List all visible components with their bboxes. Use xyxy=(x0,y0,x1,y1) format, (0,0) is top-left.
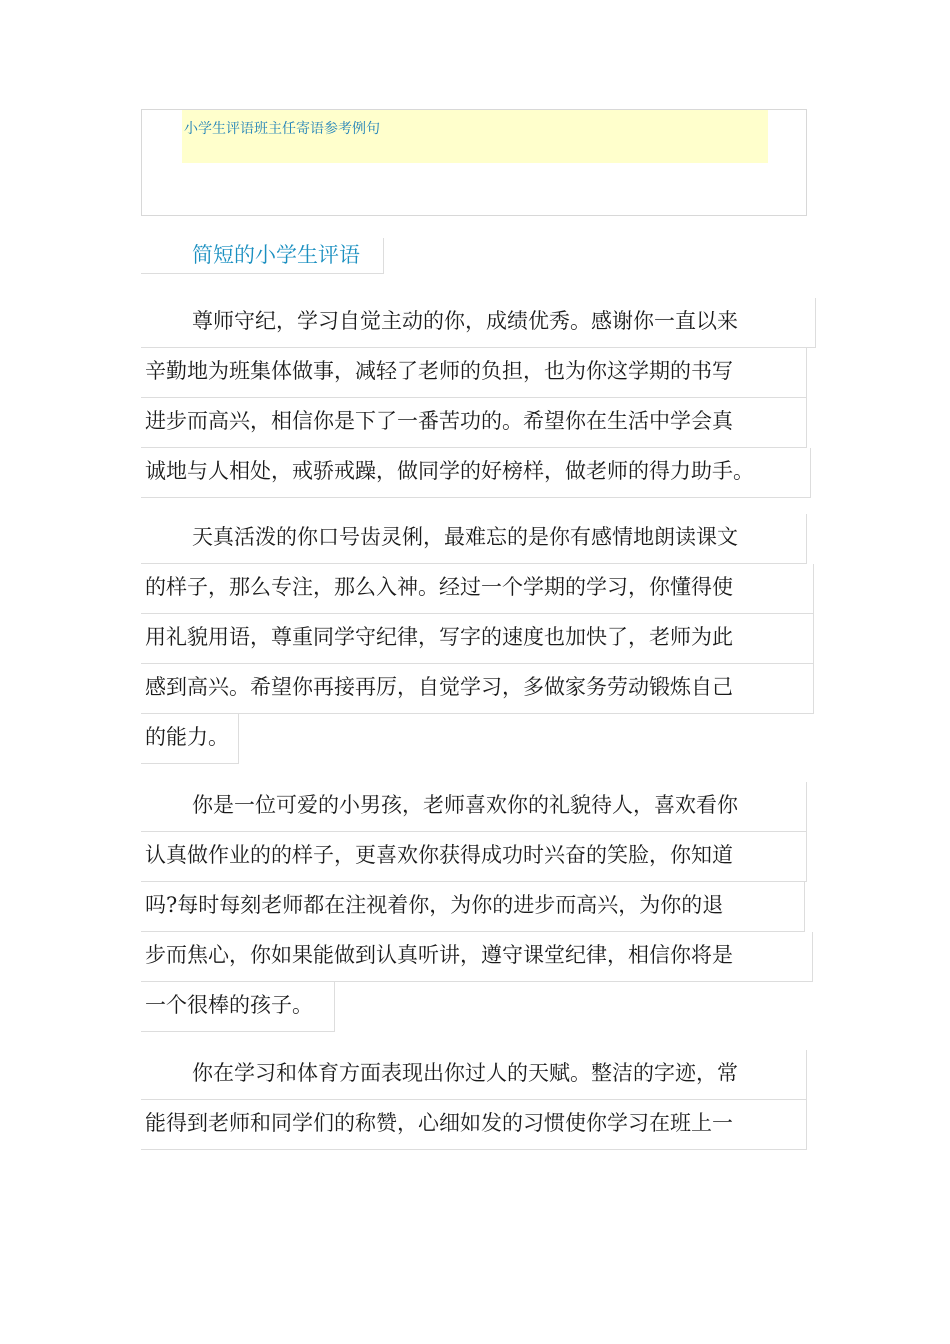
paragraph-line: 用礼貌用语，尊重同学守纪律，写字的速度也加快了，老师为此 xyxy=(141,614,814,664)
paragraph-line: 辛勤地为班集体做事，减轻了老师的负担，也为你这学期的书写 xyxy=(141,348,807,398)
paragraph-line: 认真做作业的的样子，更喜欢你获得成功时兴奋的笑脸，你知道 xyxy=(141,832,807,882)
paragraph-line: 感到高兴。希望你再接再厉，自觉学习，多做家务劳动锻炼自己 xyxy=(141,664,814,714)
paragraph-line: 尊师守纪，学习自觉主动的你，成绩优秀。感谢你一直以来 xyxy=(141,298,816,348)
paragraph-line: 吗?每时每刻老师都在注视着你，为你的进步而高兴，为你的退 xyxy=(141,882,805,932)
paragraph-line: 进步而高兴，相信你是下了一番苦功的。希望你在生活中学会真 xyxy=(141,398,807,448)
paragraph-2 xyxy=(141,514,816,764)
section-heading: 简短的小学生评语 xyxy=(141,238,384,274)
header-highlight xyxy=(182,110,768,163)
paragraph-1 xyxy=(141,298,816,498)
paragraph-line: 能得到老师和同学们的称赞，心细如发的习惯使你学习在班上一 xyxy=(141,1100,807,1150)
header-box xyxy=(141,109,807,216)
paragraph-line: 一个很棒的孩子。 xyxy=(141,982,335,1032)
paragraph-line: 天真活泼的你口号齿灵俐，最难忘的是你有感情地朗读课文 xyxy=(141,514,807,564)
paragraph-line: 你是一位可爱的小男孩，老师喜欢你的礼貌待人，喜欢看你 xyxy=(141,782,807,832)
paragraph-line: 步而焦心，你如果能做到认真听讲，遵守课堂纪律，相信你将是 xyxy=(141,932,813,982)
paragraph-4 xyxy=(141,1050,816,1150)
paragraph-line: 的能力。 xyxy=(141,714,239,764)
paragraph-line: 你在学习和体育方面表现出你过人的天赋。整洁的字迹，常 xyxy=(141,1050,807,1100)
paragraph-3 xyxy=(141,782,816,1032)
paragraph-line: 诚地与人相处，戒骄戒躁，做同学的好榜样，做老师的得力助手。 xyxy=(141,448,811,498)
paragraph-line: 的样子，那么专注，那么入神。经过一个学期的学习，你懂得使 xyxy=(141,564,814,614)
document-title: 小学生评语班主任寄语参考例句 xyxy=(184,121,380,137)
